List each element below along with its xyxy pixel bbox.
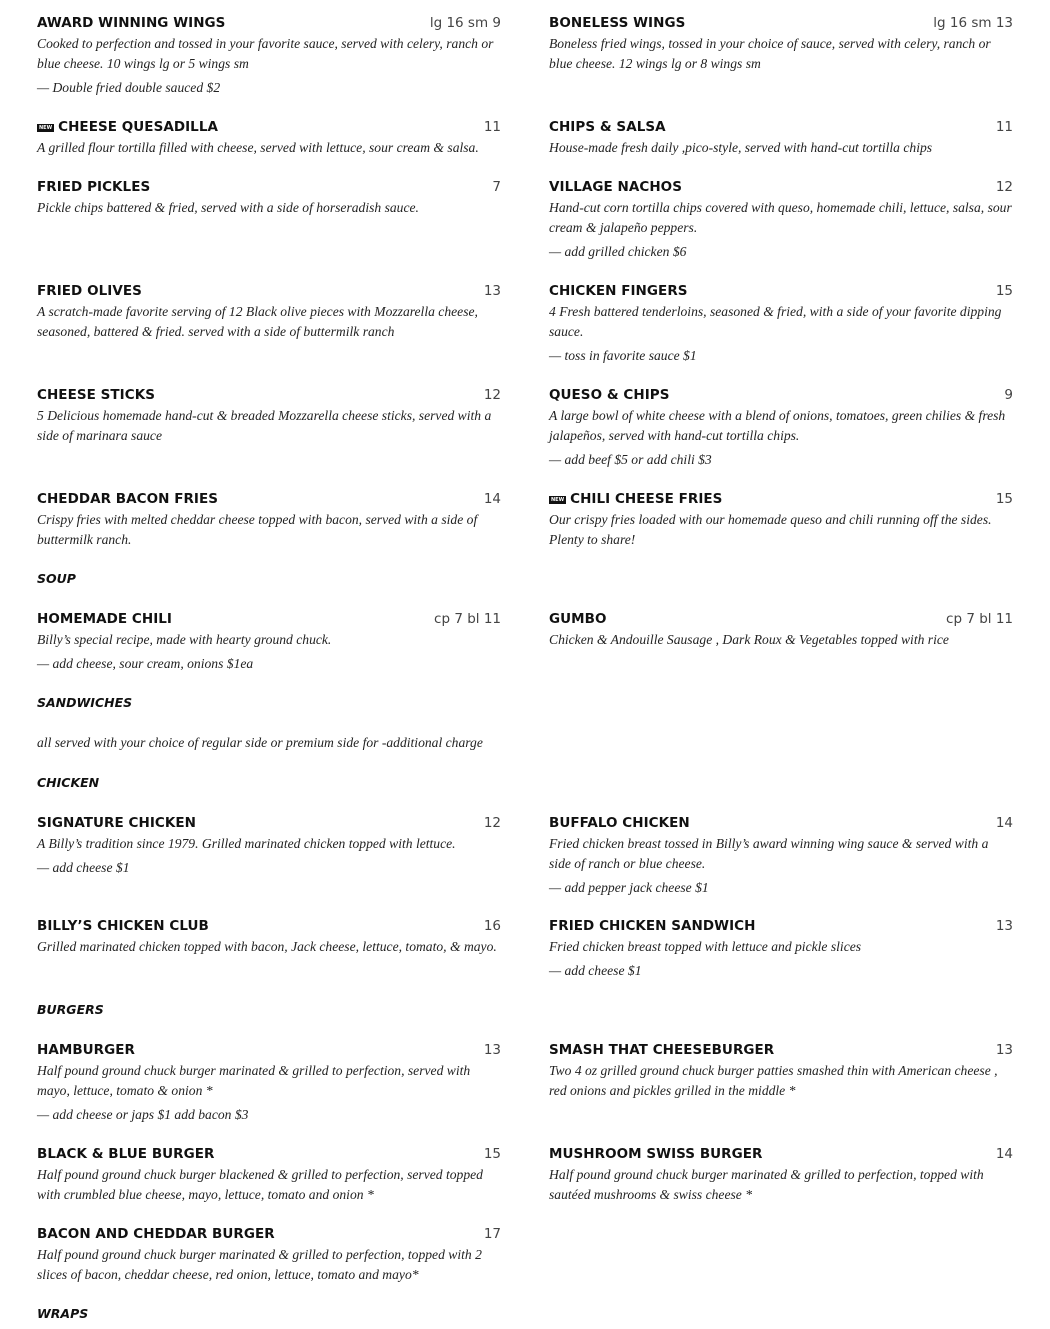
item-addon: — add cheese or japs $1 add bacon $3 (37, 1107, 249, 1122)
menu-item (549, 13, 1013, 74)
menu-item (37, 13, 501, 98)
item-description: Cooked to perfection and tossed in your favorite sauce, served with celery, ranch or blue cheese. 10 wings lg or 5 wings sm (37, 36, 494, 71)
item-name: AWARD WINNING WINGS (37, 15, 226, 31)
item-description: Our crispy fries loaded with our homemade queso and chili running off the sides. Plenty to share! (549, 512, 992, 547)
item-price: 12 (995, 179, 1013, 195)
item-description: Half pound ground chuck burger marinated & grilled to perfection, topped with 2 slices of bacon, cheddar cheese, red onion, lettuce, tomato and mayo* (37, 1247, 482, 1282)
item-price: 17 (483, 1226, 501, 1242)
new-badge: NEW (39, 125, 53, 131)
menu-item (549, 609, 1013, 650)
menu-item (37, 1224, 501, 1285)
item-description: A Billy’s tradition since 1979. Grilled marinated chicken topped with lettuce. (37, 836, 456, 851)
item-price: 7 (492, 179, 501, 195)
item-addon: — add beef $5 or add chili $3 (549, 452, 712, 467)
item-price: 14 (995, 1146, 1013, 1162)
item-description: House-made fresh daily ,pico-style, served with hand-cut tortilla chips (549, 140, 933, 155)
item-price: 11 (483, 119, 501, 135)
item-name: BILLY’S CHICKEN CLUB (37, 918, 209, 934)
menu-item (549, 813, 1013, 898)
menu-item (37, 1040, 501, 1125)
item-description: Hand-cut corn tortilla chips covered with queso, homemade chili, lettuce, salsa, sour cream & jalapeño peppers. (549, 200, 1012, 235)
item-price: cp 7 bl 11 (946, 611, 1013, 627)
item-name: HOMEMADE CHILI (37, 611, 172, 627)
menu-item (37, 916, 501, 957)
item-name: CHEDDAR BACON FRIES (37, 491, 219, 507)
item-price: 11 (995, 119, 1013, 135)
item-name: FRIED CHICKEN SANDWICH (549, 918, 756, 934)
item-price: 9 (1004, 387, 1013, 403)
item-description: Half pound ground chuck burger marinated & grilled to perfection, topped with sautéed mushrooms & swiss cheese * (549, 1167, 984, 1202)
item-description: Half pound ground chuck burger blackened & grilled to perfection, served topped with crumbled blue cheese, mayo, lettuce, tomato and onion * (37, 1167, 483, 1202)
section-title-chicken: CHICKEN (37, 775, 100, 790)
item-name: FRIED OLIVES (37, 283, 142, 299)
item-price: 16 (483, 918, 501, 934)
menu-item (37, 813, 501, 878)
item-name: HAMBURGER (37, 1042, 135, 1058)
item-addon: — Double fried double sauced $2 (37, 80, 221, 95)
new-badge: NEW (551, 497, 565, 503)
menu-item (37, 117, 501, 158)
item-description: Crispy fries with melted cheddar cheese topped with bacon, served with a side of buttermilk ranch. (37, 512, 478, 547)
item-addon: — add cheese, sour cream, onions $1ea (37, 656, 254, 671)
menu-item (549, 1144, 1013, 1205)
menu-item (37, 385, 501, 446)
item-description: Half pound ground chuck burger marinated & grilled to perfection, served with mayo, lettuce, tomato & onion * (37, 1063, 471, 1098)
section-title-wraps: WRAPS (37, 1306, 89, 1321)
menu-item (549, 281, 1013, 366)
item-name: SMASH THAT CHEESEBURGER (549, 1042, 775, 1058)
item-description: Boneless fried wings, tossed in your choice of sauce, served with celery, ranch or blue cheese. 12 wings lg or 8 wings sm (549, 36, 991, 71)
menu-item (37, 489, 501, 550)
item-price: 15 (483, 1146, 501, 1162)
item-name: CHIPS & SALSA (549, 119, 666, 135)
item-addon: — add pepper jack cheese $1 (549, 880, 709, 895)
item-price: 14 (995, 815, 1013, 831)
menu-item (549, 385, 1013, 470)
item-addon: — add cheese $1 (549, 963, 642, 978)
sandwiches-note: all served with your choice of regular side or premium side for -additional charge (37, 735, 483, 750)
item-name-text: CHEESE QUESADILLA (58, 119, 218, 135)
item-price: 13 (483, 1042, 501, 1058)
item-price: 13 (995, 918, 1013, 934)
section-title-sandwiches: SANDWICHES (37, 695, 133, 710)
item-addon: — toss in favorite sauce $1 (549, 348, 697, 363)
item-name: BUFFALO CHICKEN (549, 815, 690, 831)
menu-item (549, 177, 1013, 262)
item-price: 14 (483, 491, 501, 507)
menu-item (37, 609, 501, 674)
item-description: Two 4 oz grilled ground chuck burger patties smashed thin with American cheese , red onions and pickles grilled in the middle * (549, 1063, 998, 1098)
menu-item (37, 281, 501, 342)
item-name: CHEESE STICKS (37, 387, 155, 403)
menu-item (549, 117, 1013, 158)
menu-item (549, 489, 1013, 550)
item-name: BONELESS WINGS (549, 15, 686, 31)
menu-item (37, 177, 501, 218)
menu-item (549, 916, 1013, 981)
item-name (549, 489, 722, 509)
item-name: MUSHROOM SWISS BURGER (549, 1146, 763, 1162)
item-name: SIGNATURE CHICKEN (37, 815, 196, 831)
item-description: Fried chicken breast topped with lettuce and pickle slices (549, 939, 862, 954)
item-addon: — add cheese $1 (37, 860, 130, 875)
item-price: cp 7 bl 11 (434, 611, 501, 627)
item-description: 4 Fresh battered tenderloins, seasoned & fried, with a side of your favorite dipping sauce. (549, 304, 1002, 339)
item-name: GUMBO (549, 611, 607, 627)
menu-item (549, 1040, 1013, 1101)
item-name: BACON AND CHEDDAR BURGER (37, 1226, 275, 1242)
item-name: FRIED PICKLES (37, 179, 151, 195)
item-description: Billy’s special recipe, made with hearty ground chuck. (37, 632, 332, 647)
item-name: QUESO & CHIPS (549, 387, 670, 403)
item-price: 12 (483, 815, 501, 831)
item-description: Grilled marinated chicken topped with bacon, Jack cheese, lettuce, tomato, & mayo. (37, 939, 497, 954)
item-price: 13 (483, 283, 501, 299)
item-price: lg 16 sm 9 (429, 15, 501, 31)
item-price: 13 (995, 1042, 1013, 1058)
section-title-soup: SOUP (37, 571, 76, 586)
item-name: BLACK & BLUE BURGER (37, 1146, 215, 1162)
item-description: Pickle chips battered & fried, served with a side of horseradish sauce. (37, 200, 419, 215)
item-name (37, 117, 218, 137)
item-name-text: CHILI CHEESE FRIES (570, 491, 723, 507)
item-description: A scratch-made favorite serving of 12 Black olive pieces with Mozzarella cheese, seasoned, battered & fried. served with a side of buttermilk ranch (37, 304, 478, 339)
item-name: VILLAGE NACHOS (549, 179, 682, 195)
item-description: Chicken & Andouille Sausage , Dark Roux & Vegetables topped with rice (549, 632, 949, 647)
item-description: 5 Delicious homemade hand-cut & breaded Mozzarella cheese sticks, served with a side of marinara sauce (37, 408, 492, 443)
section-title-burgers: BURGERS (37, 1002, 104, 1017)
item-price: 15 (995, 283, 1013, 299)
item-price: 12 (483, 387, 501, 403)
item-name: CHICKEN FINGERS (549, 283, 688, 299)
item-price: lg 16 sm 13 (933, 15, 1013, 31)
item-description: A grilled flour tortilla filled with cheese, served with lettuce, sour cream & salsa. (37, 140, 479, 155)
item-addon: — add grilled chicken $6 (549, 244, 687, 259)
item-description: A large bowl of white cheese with a blend of onions, tomatoes, green chilies & fresh jalapeños, served with hand-cut tortilla chips. (549, 408, 1006, 443)
item-price: 15 (995, 491, 1013, 507)
menu-item (37, 1144, 501, 1205)
item-description: Fried chicken breast tossed in Billy’s award winning wing sauce & served with a side of ranch or blue cheese. (549, 836, 989, 871)
